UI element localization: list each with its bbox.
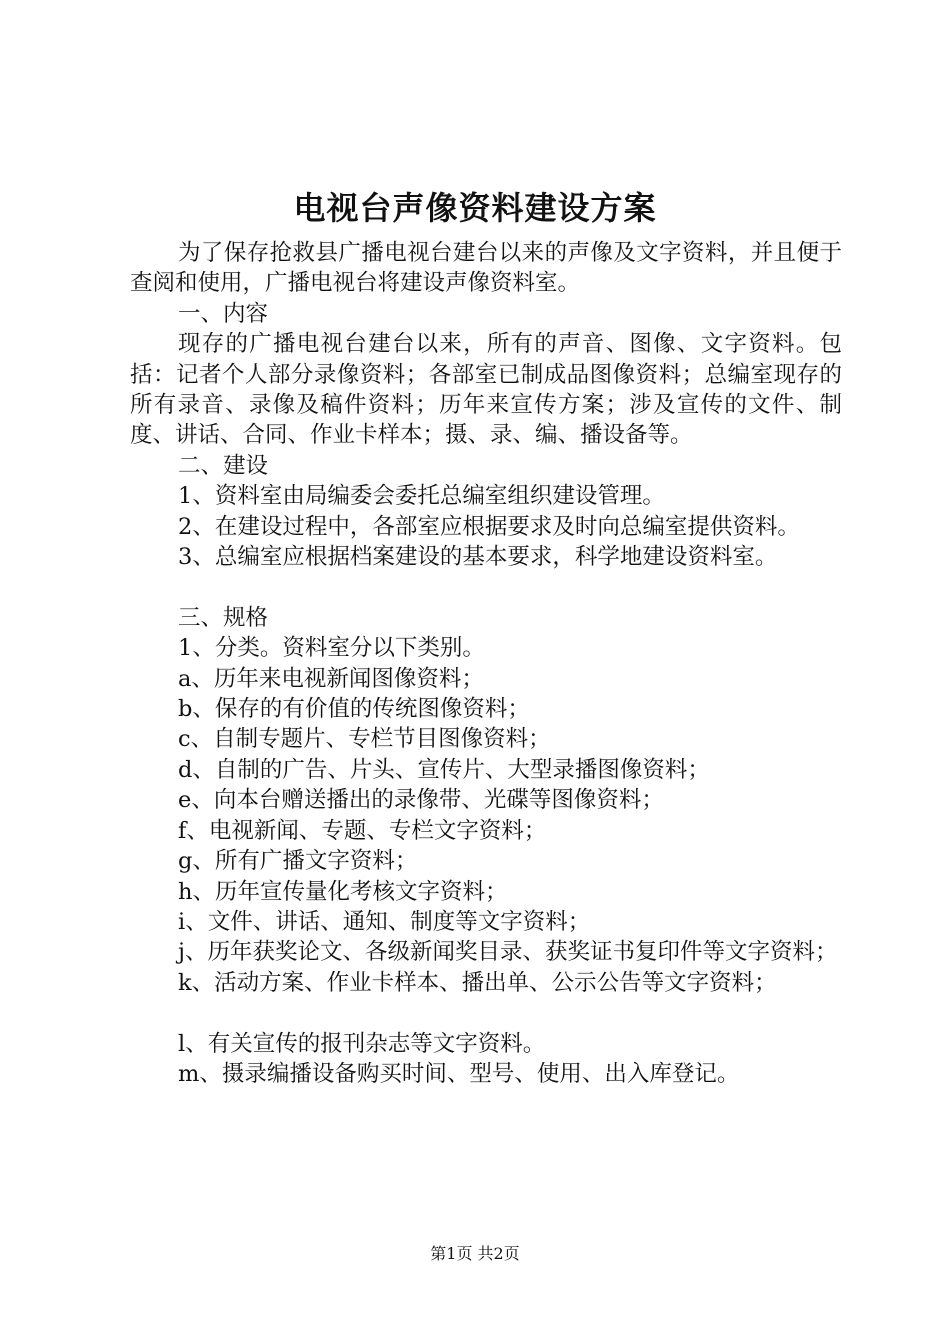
list-item: 1、分类。资料室分以下类别。 (178, 635, 485, 662)
list-item: d、自制的广告、片头、宣传片、大型录播图像资料； (178, 756, 710, 783)
list-item: g、所有广播文字资料； (178, 848, 418, 875)
list-item: 1、资料室由局编委会委托总编室组织建设管理。 (178, 483, 665, 510)
blank-line (130, 998, 842, 1028)
paragraph-content: 现存的广播电视台建台以来，所有的声音、图像、文字资料。包括：记者个人部分录像资料；各部室已制成品图像资料；总编室现存的所有录音、录像及稿件资料；历年来宣传方案；涉及宣传的文件、制度、讲话、合同、作业卡样本；摄、录、编、播设备等。 (130, 331, 842, 449)
list-item: i、文件、讲话、通知、制度等文字资料； (178, 908, 591, 935)
document-body (130, 238, 842, 1089)
list-item: c、自制专题片、专栏节目图像资料； (178, 726, 551, 753)
list-item: h、历年宣传量化考核文字资料； (178, 878, 508, 905)
blank-line (130, 572, 842, 602)
list-item: m、摄录编播设备购买时间、型号、使用、出入库登记。 (178, 1060, 740, 1087)
list-item: a、历年来电视新闻图像资料； (178, 665, 484, 692)
section-heading-specification: 三、规格 (178, 604, 269, 631)
list-item: f、电视新闻、专题、专栏文字资料； (178, 817, 547, 844)
list-item: k、活动方案、作业卡样本、播出单、公示公告等文字资料； (178, 969, 777, 996)
list-item: b、保存的有价值的传统图像资料； (178, 696, 530, 723)
list-item: 3、总编室应根据档案建设的基本要求，科学地建设资料室。 (178, 544, 778, 571)
document-title: 电视台声像资料建设方案 (293, 189, 657, 227)
list-item: 2、在建设过程中，各部室应根据要求及时向总编室提供资料。 (178, 513, 800, 540)
paragraph-intro: 为了保存抢救县广播电视台建台以来的声像及文字资料，并且便于查阅和使用，广播电视台将建设声像资料室。 (130, 240, 842, 297)
list-item: j、历年获奖论文、各级新闻奖目录、获奖证书复印件等文字资料； (178, 939, 838, 966)
page-footer: 第1页 共2页 (430, 1244, 520, 1263)
section-heading-construction: 二、建设 (178, 452, 269, 479)
section-heading-content: 一、内容 (178, 300, 269, 327)
list-item: l、有关宣传的报刊杂志等文字资料。 (178, 1030, 546, 1057)
list-item: e、向本台赠送播出的录像带、光碟等图像资料； (178, 787, 664, 814)
